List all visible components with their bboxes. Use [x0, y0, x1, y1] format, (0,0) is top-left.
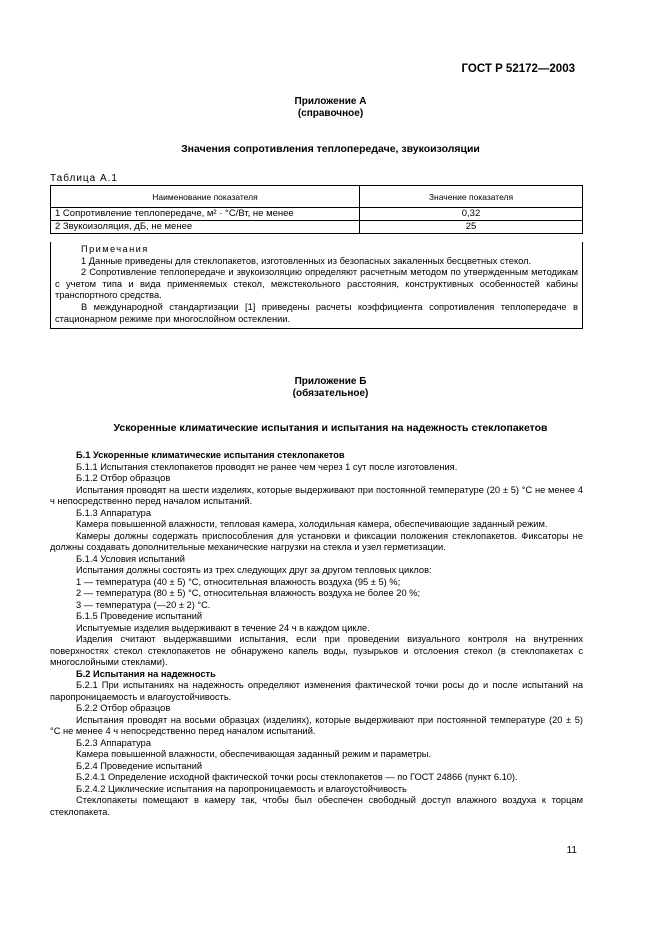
table-cell-value: 25 [360, 221, 583, 234]
paragraph: Изделия считают выдержавшими испытания, если при проведении визуального контроля на внутренних поверхностях стекол стеклопакетов не обнаружено капель воды, пузырьков и отслоения стекол (в стеклопакетах с многослойными стеклами). [50, 634, 583, 667]
table-cell-name: 2 Звукоизоляция, дБ, не менее [51, 221, 360, 234]
document-id: ГОСТ Р 52172—2003 [461, 63, 575, 75]
page-number: 11 [566, 845, 577, 856]
paragraph: Испытуемые изделия выдерживают в течение 24 ч в каждом цикле. [76, 622, 370, 633]
column-header: Значение показателя [360, 186, 583, 208]
appendix-a-heading: Значения сопротивления теплопередаче, звукоизоляции [181, 143, 480, 155]
subsection-heading: Б.1.4 Условия испытаний [76, 553, 185, 564]
list-item: 3 — температура (—20 ± 2) °С. [76, 599, 211, 610]
appendix-b-heading: Ускоренные климатические испытания и испытания на надежность стеклопакетов [113, 422, 548, 434]
appendix-a-status: (справочное) [297, 107, 364, 119]
paragraph: Б.2.4.1 Определение исходной фактической точки росы стеклопакетов — по ГОСТ 24866 (пункт 6.10). [76, 772, 518, 782]
table-notes [50, 242, 583, 329]
list-item: 1 — температура (40 ± 5) °С, относительная влажность воздуха (95 ± 5) %; [76, 576, 401, 587]
subsection-heading: Б.2.4 Проведение испытаний [76, 760, 203, 771]
paragraph: Камеры должны содержать приспособления для установки и фиксации положения стеклопакетов. Фиксаторы не должны создавать дополнительные механические нагрузки на стекла и узел герметизации. [50, 530, 583, 552]
paragraph: Б.1.1 Испытания стеклопакетов проводят не ранее чем через 1 сут после изготовления. [76, 461, 458, 472]
column-header: Наименование показателя [51, 186, 360, 208]
appendix-a-title: Приложение А [294, 96, 367, 107]
subsection-heading: Б.1.3 Аппаратура [76, 507, 152, 518]
table-row [51, 208, 583, 221]
paragraph: Б.2.1 При испытаниях на надежность определяют изменения фактической точки росы до и после испытаний на паропроницаемость и влагоустойчивость. [50, 680, 583, 702]
section-heading: Б.1 Ускоренные климатические испытания стеклопакетов [76, 450, 345, 460]
appendix-b-title: Приложение Б [294, 376, 367, 387]
notes-heading: Примечания [81, 244, 149, 254]
values-table [50, 185, 583, 234]
appendix-b-status: (обязательное) [292, 387, 369, 399]
paragraph: Б.2.4.2 Циклические испытания на паропроницаемость и влагоустойчивость [76, 783, 407, 794]
subsection-heading: Б.1.5 Проведение испытаний [76, 611, 203, 621]
subsection-heading: Б.2.2 Отбор образцов [76, 703, 171, 713]
note-item: В международной стандартизации [1] приведены расчеты коэффициента сопротивления теплопередаче в стационарном режиме при многослойном остеклении. [55, 301, 578, 324]
paragraph: Камера повышенной влажности, обеспечивающая заданный режим и параметры. [76, 749, 432, 759]
subsection-heading: Б.1.2 Отбор образцов [76, 473, 171, 483]
table-header-row [51, 186, 583, 208]
table-cell-value: 0,32 [360, 208, 583, 221]
table-cell-name: 1 Сопротивление теплопередаче, м² · °С/Вт, не менее [51, 208, 360, 221]
section-heading: Б.2 Испытания на надежность [76, 668, 216, 679]
paragraph: Стеклопакеты помещают в камеру так, чтобы был обеспечен свободный доступ влажного воздуха к торцам стеклопакета. [50, 795, 583, 817]
paragraph: Испытания должны состоять из трех следующих друг за другом тепловых циклов: [76, 565, 432, 575]
table-label: Таблица А.1 [50, 173, 118, 184]
table-row [51, 221, 583, 234]
paragraph: Камера повышенной влажности, тепловая камера, холодильная камера, обеспечивающие заданный режим. [76, 519, 548, 529]
subsection-heading: Б.2.3 Аппаратура [76, 737, 152, 748]
list-item: 2 — температура (80 ± 5) °С, относительная влажность воздуха не более 20 %; [76, 588, 421, 598]
appendix-b-header [0, 376, 661, 399]
paragraph: Испытания проводят на восьми образцах (изделиях), которые выдерживают при постоянной температуре (20 ± 5) °С не менее 4 ч непосредственно перед началом испытаний. [50, 714, 583, 736]
note-item: 1 Данные приведены для стеклопакетов, изготовленных из безопасных закаленных бесцветных стекол. [81, 255, 532, 266]
paragraph: Испытания проводят на шести изделиях, которые выдерживают при постоянной температуре (20 ± 5) °С не менее 4 ч непосредственно перед началом испытаний. [50, 484, 583, 506]
appendix-a-header [0, 96, 661, 119]
note-item: 2 Сопротивление теплопередаче и звукоизоляцию определяют расчетным методом по утвержденным методикам с учетом типа и вида применяемых стекол, межстекольного расстояния, конструктивных особенностей кабины транспортного средства. [55, 267, 578, 301]
appendix-b-body [50, 450, 583, 818]
